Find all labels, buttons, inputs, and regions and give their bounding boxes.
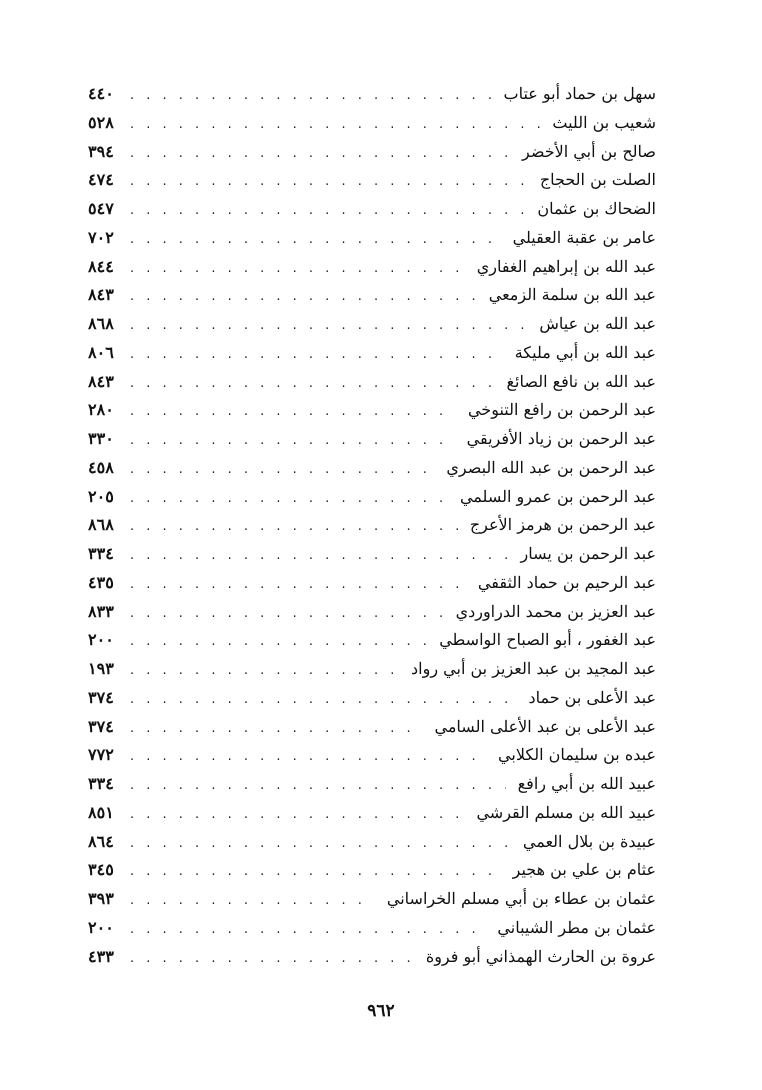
entry-page-number: ٤٤٠ bbox=[88, 84, 114, 103]
entry-page-number: ٤٣٥ bbox=[88, 572, 114, 592]
entry-page-number: ٤٥٨ bbox=[88, 457, 114, 477]
entry-page-number: ٣٤٥ bbox=[88, 860, 114, 880]
entry-page-number: ٨٤٣ bbox=[88, 285, 114, 305]
entry-page-number: ٢٠٥ bbox=[88, 486, 114, 506]
entry-page-number: ٢٠٠ bbox=[88, 917, 114, 937]
entry-name: عبد الرحمن بن هرمز الأعرج bbox=[469, 515, 656, 535]
entry-name: عبد الله بن نافع الصائغ bbox=[506, 371, 656, 391]
entry-name: عبد الرحيم بن حماد الثقفي bbox=[477, 572, 656, 592]
dot-leader bbox=[130, 348, 503, 361]
index-entry bbox=[88, 889, 656, 918]
dot-leader bbox=[130, 118, 540, 131]
dot-leader bbox=[130, 607, 444, 620]
dot-leader bbox=[130, 434, 455, 447]
dot-leader bbox=[130, 808, 464, 821]
dot-leader bbox=[130, 175, 528, 188]
entry-name: عثمان بن مطر الشيباني bbox=[497, 917, 656, 937]
entry-page-number: ٢٨٠ bbox=[88, 400, 114, 420]
dot-leader bbox=[130, 750, 486, 763]
entry-page-number: ٣٩٣ bbox=[88, 889, 114, 908]
dot-leader bbox=[130, 319, 527, 332]
entry-page-number: ٨٤٤ bbox=[88, 256, 114, 276]
index-entry bbox=[88, 487, 656, 516]
index-entry bbox=[88, 918, 656, 947]
dot-leader bbox=[130, 722, 423, 735]
entry-name: عبيدة بن بلال العمي bbox=[522, 831, 656, 851]
dot-leader bbox=[130, 952, 414, 965]
entry-name: عبيد الله بن مسلم القرشي bbox=[476, 802, 656, 822]
entry-name: عثام بن علي بن هجير bbox=[512, 860, 656, 880]
index-entry bbox=[88, 84, 656, 113]
entry-name: عامر بن عقبة العقيلي bbox=[512, 227, 656, 247]
entry-page-number: ٨٣٣ bbox=[88, 601, 114, 621]
entry-page-number: ٨٤٣ bbox=[88, 371, 114, 391]
dot-leader bbox=[130, 463, 434, 476]
entry-name: سهل بن حماد أبو عتاب bbox=[503, 84, 656, 103]
dot-leader bbox=[130, 894, 375, 907]
entry-page-number: ٣٧٤ bbox=[88, 687, 114, 707]
entry-page-number: ٨٥١ bbox=[88, 802, 114, 822]
index-entry bbox=[88, 659, 656, 688]
entry-page-number: ٣٣٤ bbox=[88, 774, 114, 793]
dot-leader bbox=[130, 664, 399, 677]
dot-leader bbox=[130, 779, 506, 792]
dot-leader bbox=[130, 377, 495, 390]
entry-page-number: ١٩٣ bbox=[88, 659, 114, 678]
entry-page-number: ٥٤٧ bbox=[88, 199, 114, 218]
entry-page-number: ٨٦٨ bbox=[88, 314, 114, 333]
dot-leader bbox=[130, 693, 516, 706]
entry-page-number: ٧٧٢ bbox=[88, 745, 114, 765]
dot-leader bbox=[130, 204, 525, 217]
entry-name: عبد الله بن إبراهيم الغفاري bbox=[476, 256, 656, 276]
entry-name: عبده بن سليمان الكلابي bbox=[498, 745, 656, 765]
index-entry bbox=[88, 544, 656, 573]
index-entry bbox=[88, 429, 656, 458]
index-entry bbox=[88, 343, 656, 372]
dot-leader bbox=[130, 635, 427, 648]
index-entry bbox=[88, 199, 656, 228]
dot-leader bbox=[130, 405, 456, 418]
entry-name: عبد الرحمن بن يسار bbox=[520, 544, 656, 563]
dot-leader bbox=[130, 578, 466, 591]
entry-page-number: ٨٦٨ bbox=[88, 515, 114, 535]
entry-page-number: ٣٣٤ bbox=[88, 544, 114, 563]
entry-name: عبد الله بن عياش bbox=[539, 314, 656, 333]
entry-name: عبد العزيز بن محمد الدراوردي bbox=[455, 601, 656, 621]
dot-leader bbox=[130, 549, 509, 562]
index-entry bbox=[88, 170, 656, 199]
index-entry bbox=[88, 285, 656, 314]
index-entry bbox=[88, 515, 656, 544]
entry-name: عبيد الله بن أبي رافع bbox=[517, 774, 656, 793]
entry-name: الصلت بن الحجاج bbox=[539, 170, 656, 190]
entry-name: عبد المجيد بن عبد العزيز بن أبي رواد bbox=[411, 659, 656, 678]
page-number: ٩٦٢ bbox=[367, 1001, 395, 1021]
entry-name: عبد الرحمن بن زياد الأفريقي bbox=[466, 429, 656, 448]
index-entry bbox=[88, 400, 656, 429]
entry-name: شعيب بن الليث bbox=[552, 112, 656, 132]
index-entry bbox=[88, 314, 656, 343]
entry-name: عبد الله بن سلمة الزمعي bbox=[488, 285, 656, 305]
index-entry bbox=[88, 947, 656, 976]
entry-page-number: ٥٢٨ bbox=[88, 112, 114, 132]
entry-page-number: ٧٠٢ bbox=[88, 227, 114, 247]
entry-name: عبد الأعلى بن حماد bbox=[528, 687, 656, 707]
dot-leader bbox=[130, 492, 448, 505]
entry-page-number: ٣٩٤ bbox=[88, 141, 114, 161]
index-entry bbox=[88, 717, 656, 746]
index-entry bbox=[88, 602, 656, 631]
dot-leader bbox=[130, 923, 485, 936]
entry-page-number: ٣٧٤ bbox=[88, 716, 114, 736]
index-entry bbox=[88, 803, 656, 832]
index-entry bbox=[88, 573, 656, 602]
index-entry bbox=[88, 113, 656, 142]
entry-name: عبد الله بن أبي مليكة bbox=[514, 342, 656, 362]
index-entry bbox=[88, 832, 656, 861]
index-entry bbox=[88, 228, 656, 257]
entry-name: عبد الرحمن بن عمرو السلمي bbox=[459, 486, 656, 506]
entry-name: صالح بن أبي الأخضر bbox=[522, 141, 656, 161]
index-entry bbox=[88, 745, 656, 774]
dot-leader bbox=[130, 865, 501, 878]
index-entry bbox=[88, 458, 656, 487]
index-entry bbox=[88, 630, 656, 659]
dot-leader bbox=[130, 262, 465, 275]
dot-leader bbox=[130, 520, 458, 533]
entry-name: عبد الرحمن بن رافع التنوخي bbox=[467, 400, 656, 420]
entry-page-number: ٣٣٠ bbox=[88, 429, 114, 448]
entry-name: عبد الأعلى بن عبد الأعلى السامي bbox=[434, 716, 656, 736]
index-entry bbox=[88, 860, 656, 889]
index-entry bbox=[88, 372, 656, 401]
entry-name: عروة بن الحارث الهمذاني أبو فروة bbox=[425, 946, 656, 966]
index-entry bbox=[88, 774, 656, 803]
entry-name: عثمان بن عطاء بن أبي مسلم الخراساني bbox=[386, 889, 656, 908]
entry-name: عبد الرحمن بن عبد الله البصري bbox=[446, 457, 656, 477]
index-entry bbox=[88, 257, 656, 286]
dot-leader bbox=[130, 290, 477, 303]
entry-page-number: ٨٦٤ bbox=[88, 831, 114, 851]
index-entry bbox=[88, 688, 656, 717]
index-entry bbox=[88, 142, 656, 171]
entry-page-number: ٤٧٤ bbox=[88, 170, 114, 190]
entry-name: الضحاك بن عثمان bbox=[537, 199, 656, 218]
dot-leader bbox=[130, 837, 511, 850]
entry-page-number: ٢٠٠ bbox=[88, 630, 114, 650]
dot-leader bbox=[130, 147, 510, 160]
entry-name: عبد الغفور ، أبو الصباح الواسطي bbox=[439, 630, 656, 650]
entry-page-number: ٤٣٣ bbox=[88, 946, 114, 966]
entry-page-number: ٨٠٦ bbox=[88, 342, 114, 362]
dot-leader bbox=[130, 89, 492, 102]
index-list bbox=[88, 84, 656, 975]
dot-leader bbox=[130, 233, 501, 246]
